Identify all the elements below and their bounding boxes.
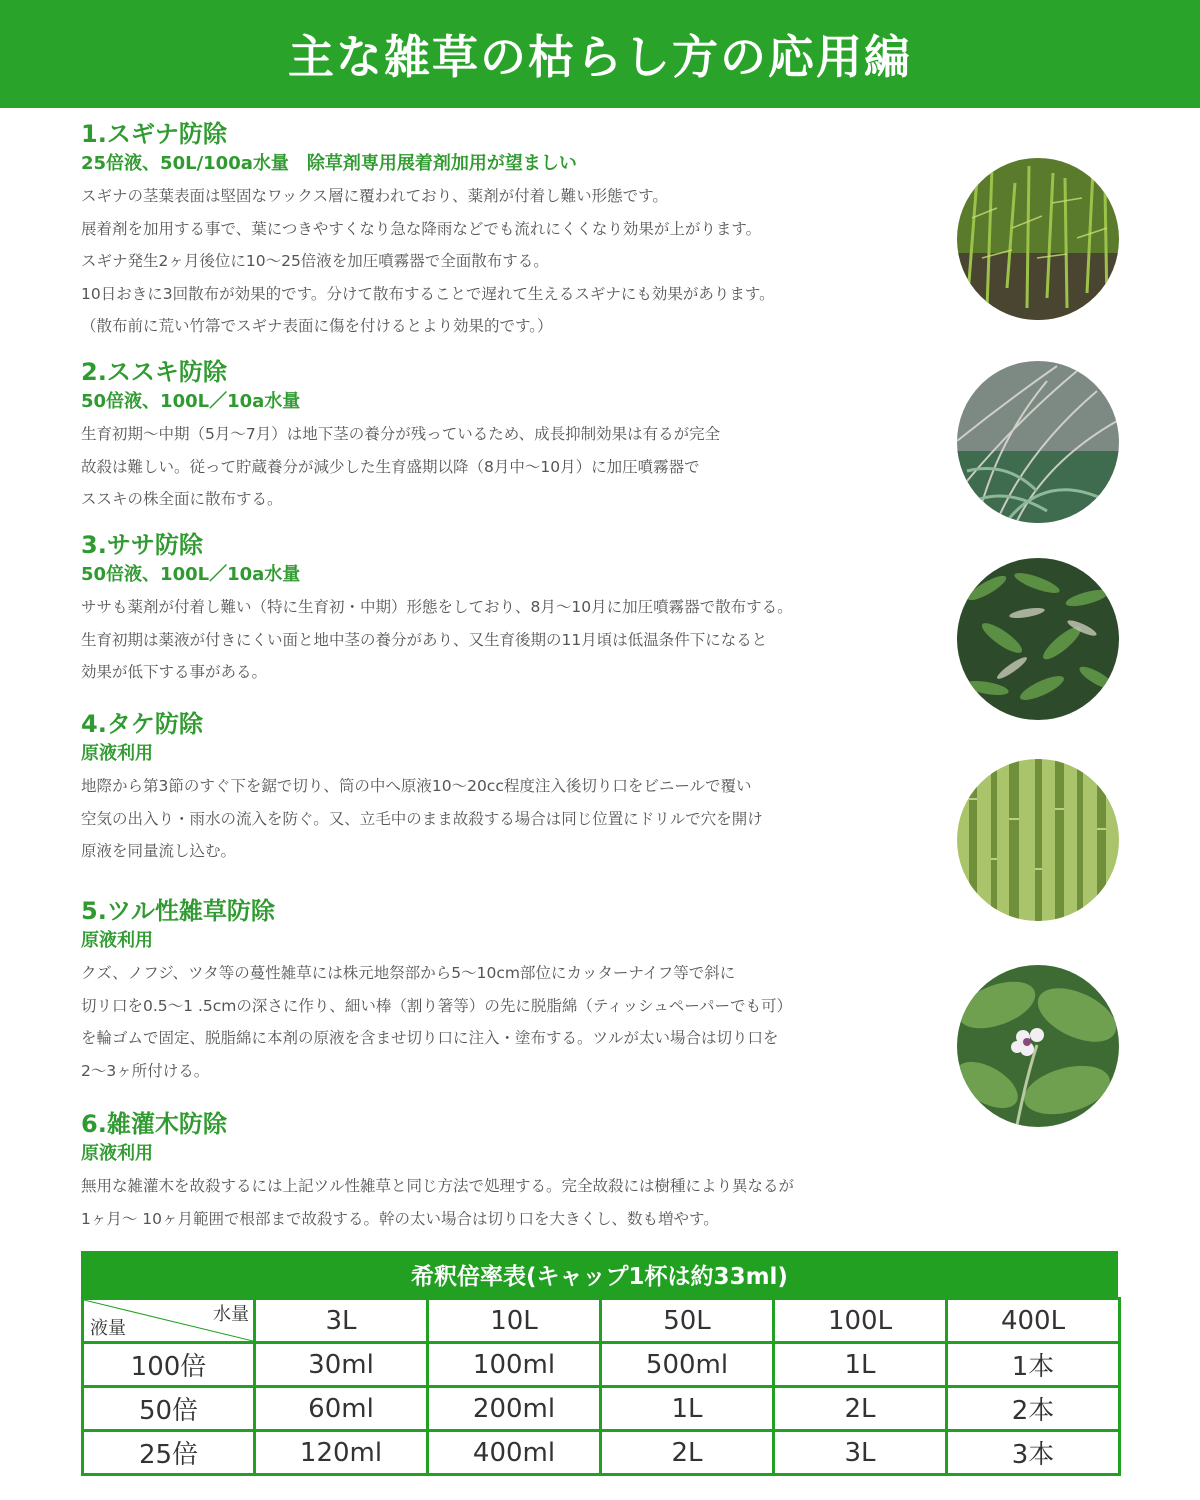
section-pampas-grass <box>81 356 941 516</box>
section-line: （散布前に荒い竹箒でスギナ表面に傷を付けるとより効果的です。） <box>81 317 553 335</box>
section-line: ササも薬剤が付着し難い（特に生育初・中期）形態をしており、8月〜10月に加圧噴霧器で散布する。 <box>81 598 793 616</box>
horsetail-photo <box>957 158 1119 320</box>
section-line: クズ、ノフジ、ツタ等の蔓性雑草には株元地祭部から5〜10cm部位にカッターナイフ等で斜に <box>81 964 736 982</box>
section-line: 効果が低下する事がある。 <box>81 663 268 681</box>
table-cell: 1L <box>601 1387 774 1431</box>
table-cell: 200ml <box>428 1387 601 1431</box>
dilution-table-title: 希釈倍率表(キャップ1杯は約33ml) <box>81 1251 1118 1297</box>
section-subtitle: 25倍液、50L/100a水量 除草剤専用展着剤加用が望ましい <box>81 153 577 174</box>
section-line: 故殺は難しい。従って貯蔵養分が減少した生育盛期以降（8月中〜10月）に加圧噴霧器で <box>81 457 700 476</box>
section-line: 切リ口を0.5〜1 .5cmの深さに作り、細い棒（割り箸等）の先に脱脂綿（ティッシュペーパーでも可） <box>81 996 793 1015</box>
table-cell: 3本 <box>947 1431 1120 1475</box>
section-line: スギナ発生2ヶ月後位に10〜25倍液を加圧噴霧器で全面散布する。 <box>81 252 549 270</box>
vine-flower-photo <box>957 965 1119 1127</box>
section-line: 原液を同量流し込む。 <box>81 842 237 860</box>
section-line: 無用な雑灌木を故殺するには上記ツル性雑草と同じ方法で処理する。完全故殺には樹種により異なるが <box>81 1177 795 1195</box>
section-line: 空気の出入り・雨水の流入を防ぐ。又、立毛中のまま故殺する場合は同じ位置にドリルで穴を開け <box>81 809 763 828</box>
section-title: 2.ススキ防除 <box>81 358 227 386</box>
section-line: を輪ゴムで固定、脱脂綿に本剤の原液を含ませ切り口に注入・塗布する。ツルが太い場合は切り口を <box>81 1029 779 1047</box>
section-line: スギナの茎葉表面は堅固なワックス層に覆われており、薬剤が付着し難い形態です。 <box>81 187 668 205</box>
table-row-label: 100倍 <box>83 1343 255 1387</box>
section-bamboo-grass <box>81 529 941 689</box>
table-column-header: 50L <box>601 1299 774 1343</box>
bamboo-forest-photo <box>957 759 1119 921</box>
table-cell: 120ml <box>255 1431 428 1475</box>
section-subtitle: 原液利用 <box>81 743 153 764</box>
table-cell: 2L <box>601 1431 774 1475</box>
bamboo-grass-photo <box>957 558 1119 720</box>
section-line: 生育初期は薬液が付きにくい面と地中茎の養分があり、又生育後期の11月頃は低温条件下になると <box>81 630 768 649</box>
section-line: 地際から第3節のすぐ下を鋸で切り、筒の中へ原液10〜20cc程度注入後切り口をビニールで覆い <box>81 777 752 795</box>
section-line: 1ヶ月〜 10ヶ月範囲で根部まで故殺する。幹の太い場合は切り口を大きくし、数も増やす。 <box>81 1209 719 1228</box>
table-row <box>83 1431 1120 1475</box>
section-subtitle: 50倍液、100L／10a水量 <box>81 564 301 585</box>
table-row <box>83 1343 1120 1387</box>
table-cell: 1L <box>774 1343 947 1387</box>
table-cell: 500ml <box>601 1343 774 1387</box>
section-subtitle: 50倍液、100L／10a水量 <box>81 391 301 412</box>
table-column-header: 3L <box>255 1299 428 1343</box>
section-line: 2〜3ヶ所付ける。 <box>81 1061 210 1080</box>
section-line: ススキの株全面に散布する。 <box>81 490 283 508</box>
section-vine-weeds <box>81 895 941 1087</box>
table-header-row <box>83 1299 1120 1343</box>
dilution-table <box>81 1251 1118 1476</box>
title-banner <box>0 0 1200 108</box>
section-title: 3.ササ防除 <box>81 531 203 559</box>
section-subtitle: 原液利用 <box>81 1143 153 1164</box>
table-cell: 60ml <box>255 1387 428 1431</box>
table-column-header: 400L <box>947 1299 1120 1343</box>
table-column-header: 10L <box>428 1299 601 1343</box>
section-title: 6.雑灌木防除 <box>81 1110 227 1138</box>
section-line: 生育初期〜中期（5月〜7月）は地下茎の養分が残っているため、成長抑制効果は有るが完全 <box>81 425 721 443</box>
table-cell: 2L <box>774 1387 947 1431</box>
section-line: 10日おきに3回散布が効果的です。分けて散布することで遅れて生えるスギナにも効果があります。 <box>81 284 775 303</box>
section-horsetail <box>81 118 941 343</box>
section-shrubs <box>81 1108 941 1235</box>
table-row-label: 50倍 <box>83 1387 255 1431</box>
table-cell: 1本 <box>947 1343 1120 1387</box>
table-cell: 30ml <box>255 1343 428 1387</box>
section-subtitle: 原液利用 <box>81 930 153 951</box>
table-cell: 3L <box>774 1431 947 1475</box>
liquid-volume-label: 液量 <box>90 1318 126 1339</box>
table-cell: 2本 <box>947 1387 1120 1431</box>
section-title: 4.タケ防除 <box>81 710 203 738</box>
section-title: 5.ツル性雑草防除 <box>81 897 275 925</box>
water-volume-label: 水量 <box>213 1304 249 1325</box>
page-title: 主な雑草の枯らし方の応用編 <box>288 30 912 84</box>
table-corner-cell <box>83 1299 255 1343</box>
table-row-label: 25倍 <box>83 1431 255 1475</box>
pampas-grass-photo <box>957 361 1119 523</box>
section-line: 展着剤を加用する事で、葉につきやすくなり急な降雨などでも流れにくくなり効果が上がります。 <box>81 219 762 238</box>
table-row <box>83 1387 1120 1431</box>
section-title: 1.スギナ防除 <box>81 120 227 148</box>
section-bamboo <box>81 708 941 868</box>
table-cell: 400ml <box>428 1431 601 1475</box>
table-column-header: 100L <box>774 1299 947 1343</box>
table-cell: 100ml <box>428 1343 601 1387</box>
